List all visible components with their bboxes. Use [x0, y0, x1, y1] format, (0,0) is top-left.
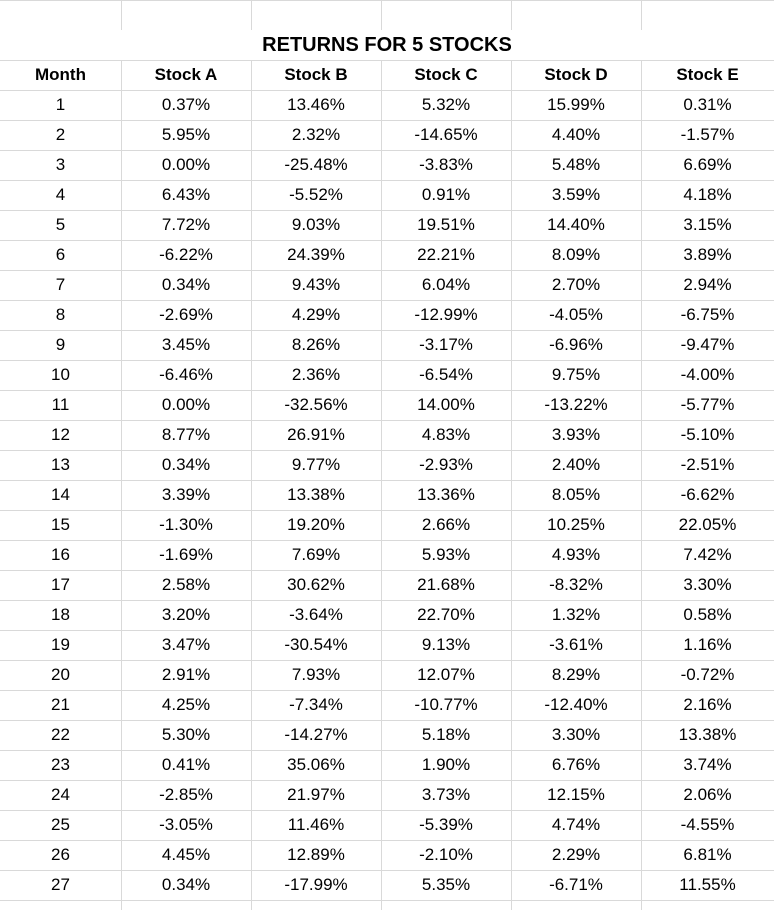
return-cell[interactable]: 19.20% [287, 515, 345, 534]
month-cell[interactable]: 4 [55, 185, 66, 204]
month-cell[interactable]: 20 [51, 665, 70, 684]
return-cell[interactable]: 3.93% [551, 425, 601, 444]
return-cell[interactable]: 10.25% [547, 515, 605, 534]
return-cell[interactable]: 3.74% [683, 755, 732, 774]
return-cell[interactable]: 0.37% [161, 95, 211, 114]
month-cell[interactable]: 6 [55, 245, 66, 264]
month-cell[interactable]: 15 [51, 515, 70, 534]
return-cell[interactable]: 7.93% [291, 665, 341, 684]
return-cell[interactable]: -6.22% [159, 245, 213, 264]
col-gridline-top [251, 0, 252, 30]
return-cell[interactable]: 15.99% [547, 95, 605, 114]
return-cell[interactable]: 3.59% [551, 185, 601, 204]
return-cell[interactable]: 21.68% [417, 575, 475, 594]
return-cell[interactable]: 12.07% [417, 665, 475, 684]
return-cell[interactable]: -2.51% [680, 455, 735, 474]
return-cell[interactable]: 4.29% [291, 305, 341, 324]
return-cell[interactable]: -2.10% [419, 845, 473, 864]
return-cell[interactable]: -30.54% [284, 635, 348, 654]
row-gridline [0, 900, 774, 901]
month-cell[interactable]: 3 [55, 155, 66, 174]
return-cell[interactable]: 5.18% [421, 725, 471, 744]
return-cell[interactable]: 2.94% [683, 275, 732, 294]
col-gridline-top [641, 0, 642, 30]
month-cell[interactable]: 2 [55, 125, 66, 144]
return-cell[interactable]: -3.83% [419, 155, 473, 174]
return-cell[interactable]: 0.91% [421, 185, 471, 204]
return-cell[interactable]: 2.32% [291, 125, 341, 144]
month-cell[interactable]: 24 [51, 785, 70, 804]
month-cell[interactable]: 8 [55, 305, 66, 324]
return-cell[interactable]: -14.65% [414, 125, 478, 144]
return-cell[interactable]: -10.77% [414, 695, 478, 714]
row-gridline [0, 0, 774, 1]
return-cell[interactable]: -2.69% [159, 305, 213, 324]
return-cell[interactable]: -3.64% [289, 605, 343, 624]
return-cell[interactable]: 4.40% [551, 125, 601, 144]
return-cell[interactable]: 0.00% [161, 155, 211, 174]
return-cell[interactable]: 13.46% [287, 95, 345, 114]
return-cell[interactable]: 3.30% [551, 725, 601, 744]
return-cell[interactable]: 14.00% [417, 395, 475, 414]
column-header[interactable]: Stock B [284, 65, 348, 84]
return-cell[interactable]: 2.40% [551, 455, 601, 474]
return-cell[interactable]: 4.83% [421, 425, 471, 444]
month-cell[interactable]: 26 [51, 845, 70, 864]
return-cell[interactable]: 0.34% [161, 455, 211, 474]
return-cell[interactable]: 8.26% [291, 335, 341, 354]
return-cell[interactable]: 12.89% [287, 845, 345, 864]
return-cell[interactable]: 22.05% [678, 515, 737, 534]
return-cell[interactable]: -7.34% [289, 695, 343, 714]
return-cell[interactable]: 1.16% [683, 635, 732, 654]
return-cell[interactable]: 3.45% [161, 335, 211, 354]
return-cell[interactable]: 9.77% [291, 455, 341, 474]
return-cell[interactable]: 9.43% [291, 275, 341, 294]
return-cell[interactable]: -4.00% [680, 365, 735, 384]
return-cell[interactable]: 3.20% [161, 605, 211, 624]
return-cell[interactable]: 1.32% [551, 605, 601, 624]
month-cell[interactable]: 21 [51, 695, 70, 714]
return-cell[interactable]: 26.91% [287, 425, 345, 444]
return-cell[interactable]: 19.51% [417, 215, 475, 234]
return-cell[interactable]: 0.31% [683, 95, 732, 114]
return-cell[interactable]: 8.29% [551, 665, 601, 684]
month-cell[interactable]: 7 [55, 275, 66, 294]
return-cell[interactable]: 21.97% [287, 785, 345, 804]
month-cell[interactable]: 1 [55, 95, 66, 114]
return-cell[interactable]: -13.22% [544, 395, 608, 414]
return-cell[interactable]: 2.36% [291, 365, 341, 384]
return-cell[interactable]: 2.91% [161, 665, 211, 684]
column-header[interactable]: Stock C [414, 65, 478, 84]
return-cell[interactable]: 13.38% [287, 485, 345, 504]
return-cell[interactable]: -8.32% [549, 575, 603, 594]
return-cell[interactable]: -3.61% [549, 635, 603, 654]
col-gridline-top [121, 0, 122, 30]
return-cell[interactable]: -5.77% [680, 395, 735, 414]
return-cell[interactable]: -4.55% [680, 815, 735, 834]
return-cell[interactable]: -1.57% [680, 125, 735, 144]
col-gridline-top [511, 0, 512, 30]
month-cell[interactable]: 25 [51, 815, 70, 834]
return-cell[interactable]: 7.72% [161, 215, 211, 234]
column-header[interactable]: Stock E [676, 65, 739, 84]
return-cell[interactable]: 0.34% [161, 875, 211, 894]
return-cell[interactable]: 3.73% [421, 785, 471, 804]
return-cell[interactable]: 7.69% [291, 545, 341, 564]
return-cell[interactable]: 2.70% [551, 275, 601, 294]
return-cell[interactable]: 2.16% [683, 695, 732, 714]
return-cell[interactable]: -2.93% [419, 455, 473, 474]
return-cell[interactable]: -6.96% [549, 335, 603, 354]
return-cell[interactable]: 24.39% [287, 245, 345, 264]
return-cell[interactable]: -6.71% [549, 875, 603, 894]
sheet-title[interactable]: RETURNS FOR 5 STOCKS [0, 30, 774, 60]
return-cell[interactable]: 4.74% [551, 815, 601, 834]
return-cell[interactable]: 6.81% [683, 845, 732, 864]
return-cell[interactable]: 6.04% [421, 275, 471, 294]
return-cell[interactable]: 6.43% [161, 185, 211, 204]
return-cell[interactable]: 2.29% [551, 845, 601, 864]
return-cell[interactable]: -5.52% [289, 185, 343, 204]
return-cell[interactable]: 6.69% [683, 155, 732, 174]
return-cell[interactable]: 5.95% [161, 125, 211, 144]
month-cell[interactable]: 13 [51, 455, 70, 474]
month-cell[interactable]: 9 [55, 335, 66, 354]
return-cell[interactable]: -2.85% [159, 785, 213, 804]
return-cell[interactable]: -1.69% [159, 545, 213, 564]
return-cell[interactable]: 0.41% [161, 755, 211, 774]
return-cell[interactable]: -6.54% [419, 365, 473, 384]
return-cell[interactable]: 8.77% [161, 425, 211, 444]
return-cell[interactable]: 0.58% [683, 605, 732, 624]
return-cell[interactable]: -32.56% [284, 395, 348, 414]
return-cell[interactable]: 3.15% [683, 215, 732, 234]
return-cell[interactable]: 2.66% [421, 515, 471, 534]
column-header[interactable]: Stock A [154, 65, 218, 84]
return-cell[interactable]: 0.00% [161, 395, 211, 414]
month-cell[interactable]: 16 [51, 545, 70, 564]
return-cell[interactable]: -5.10% [680, 425, 735, 444]
month-cell[interactable]: 22 [51, 725, 70, 744]
month-cell[interactable]: 19 [51, 635, 70, 654]
return-cell[interactable]: 4.45% [161, 845, 211, 864]
return-cell[interactable]: 5.30% [161, 725, 211, 744]
return-cell[interactable]: 3.89% [683, 245, 732, 264]
return-cell[interactable]: 8.05% [551, 485, 601, 504]
return-cell[interactable]: -14.27% [284, 725, 348, 744]
month-cell[interactable]: 14 [51, 485, 70, 504]
return-cell[interactable]: -4.05% [549, 305, 603, 324]
return-cell[interactable]: 5.93% [421, 545, 471, 564]
return-cell[interactable]: 1.90% [421, 755, 471, 774]
return-cell[interactable]: 3.47% [161, 635, 211, 654]
column-header[interactable]: Month [35, 65, 86, 84]
return-cell[interactable]: 22.70% [417, 605, 475, 624]
column-header[interactable]: Stock D [544, 65, 608, 84]
return-cell[interactable]: -12.40% [544, 695, 608, 714]
return-cell[interactable]: -12.99% [414, 305, 478, 324]
return-cell[interactable]: 2.58% [161, 575, 211, 594]
return-cell[interactable]: 3.39% [161, 485, 211, 504]
month-cell[interactable]: 23 [51, 755, 70, 774]
month-cell[interactable]: 17 [51, 575, 70, 594]
return-cell[interactable]: -6.75% [680, 305, 735, 324]
return-cell[interactable]: 3.30% [683, 575, 732, 594]
return-cell[interactable]: 7.42% [683, 545, 732, 564]
return-cell[interactable]: -6.62% [680, 485, 735, 504]
return-cell[interactable]: 4.18% [683, 185, 732, 204]
return-cell[interactable]: 9.13% [421, 635, 471, 654]
return-cell[interactable]: 22.21% [417, 245, 475, 264]
return-cell[interactable]: 13.38% [678, 725, 737, 744]
return-cell[interactable]: 2.06% [683, 785, 732, 804]
return-cell[interactable]: 12.15% [547, 785, 605, 804]
return-cell[interactable]: 11.55% [679, 875, 736, 894]
return-cell[interactable]: -0.72% [680, 665, 735, 684]
return-cell[interactable]: 5.48% [551, 155, 601, 174]
return-cell[interactable]: -25.48% [284, 155, 348, 174]
month-cell[interactable]: 18 [51, 605, 70, 624]
return-cell[interactable]: -5.39% [419, 815, 473, 834]
month-cell[interactable]: 12 [51, 425, 70, 444]
return-cell[interactable]: 13.36% [417, 485, 475, 504]
return-cell[interactable]: 4.25% [161, 695, 211, 714]
return-cell[interactable]: 9.75% [551, 365, 601, 384]
return-cell[interactable]: -6.46% [159, 365, 213, 384]
month-cell[interactable]: 10 [51, 365, 70, 384]
return-cell[interactable]: 11.46% [287, 815, 345, 834]
return-cell[interactable]: 5.32% [421, 95, 471, 114]
return-cell[interactable]: 5.35% [421, 875, 471, 894]
return-cell[interactable]: 4.93% [551, 545, 601, 564]
return-cell[interactable]: 14.40% [547, 215, 605, 234]
return-cell[interactable]: 6.76% [551, 755, 601, 774]
return-cell[interactable]: -17.99% [284, 875, 348, 894]
return-cell[interactable]: 0.34% [161, 275, 211, 294]
return-cell[interactable]: 9.03% [291, 215, 341, 234]
month-cell[interactable]: 27 [51, 875, 70, 894]
return-cell[interactable]: -9.47% [680, 335, 735, 354]
return-cell[interactable]: -3.05% [159, 815, 213, 834]
return-cell[interactable]: 8.09% [551, 245, 601, 264]
month-cell[interactable]: 5 [55, 215, 66, 234]
month-cell[interactable]: 11 [51, 395, 70, 414]
return-cell[interactable]: -3.17% [419, 335, 473, 354]
return-cell[interactable]: 30.62% [287, 575, 345, 594]
col-gridline-top [381, 0, 382, 30]
return-cell[interactable]: 35.06% [287, 755, 345, 774]
return-cell[interactable]: -1.30% [159, 515, 213, 534]
